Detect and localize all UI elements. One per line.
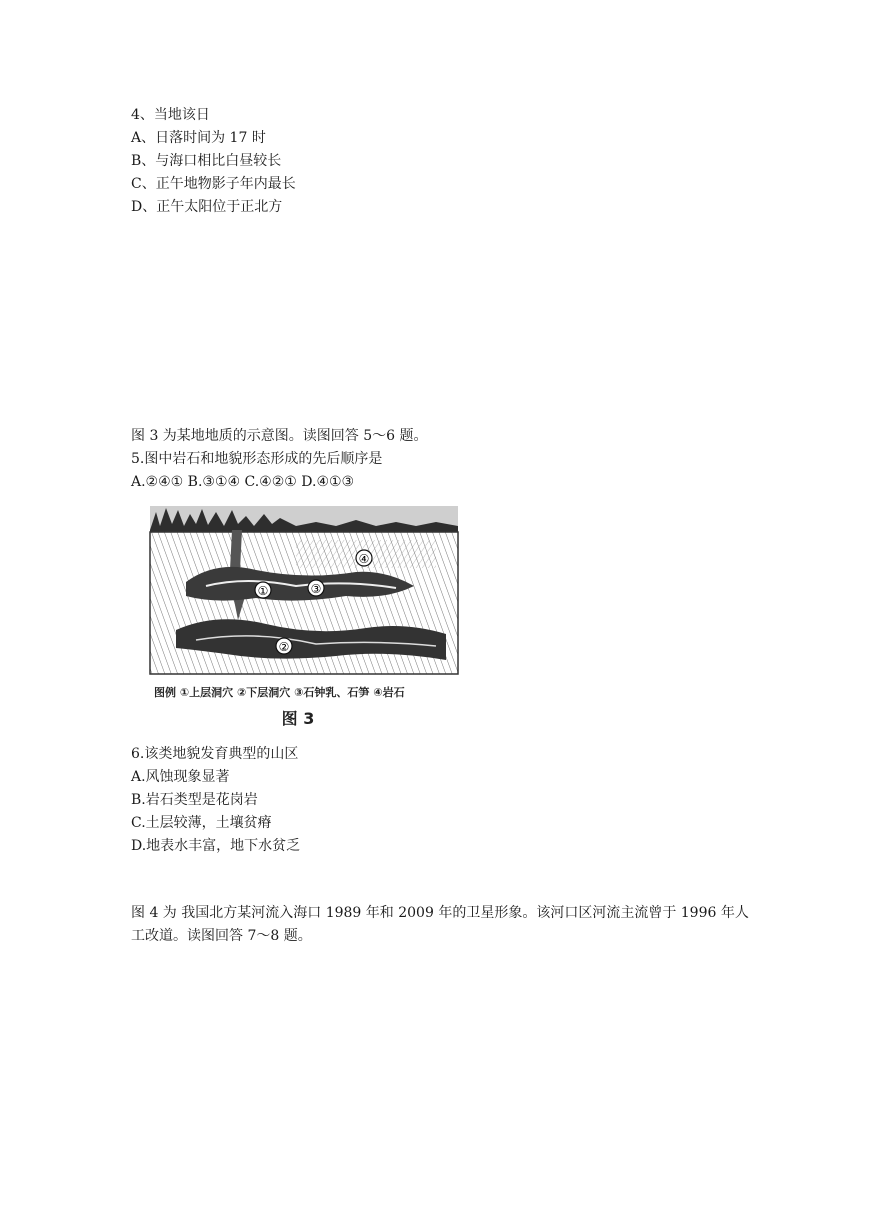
figure-3-legend: 图例 ①上层洞穴 ②下层洞穴 ③石钟乳、石笋 ④岩石 <box>154 686 405 699</box>
question-4-option-a: A、日落时间为 17 时 <box>131 130 266 146</box>
figure-3-intro: 图 3 为某地地质的示意图。读图回答 5～6 题。 <box>131 428 428 444</box>
question-4-option-d: D、正午太阳位于正北方 <box>131 199 283 215</box>
svg-text:③: ③ <box>310 582 322 596</box>
figure-3-caption: 图 3 <box>281 709 315 728</box>
svg-text:②: ② <box>278 640 290 654</box>
question-6-stem: 6.该类地貌发育典型的山区 <box>131 746 299 762</box>
question-4-stem: 4、当地该日 <box>131 107 210 123</box>
figure-3-geology-diagram <box>146 500 462 734</box>
question-5-stem: 5.图中岩石和地貌形态形成的先后顺序是 <box>131 451 383 467</box>
question-5-options: A.②④① B.③①④ C.④②① D.④①③ <box>131 474 355 490</box>
question-6-option-a: A.风蚀现象显著 <box>131 769 230 785</box>
marker-2 <box>276 638 292 654</box>
marker-1 <box>255 582 271 598</box>
question-6-option-d: D.地表水丰富，地下水贫乏 <box>131 838 301 854</box>
question-4-option-c: C、正午地物影子年内最长 <box>131 176 296 192</box>
svg-text:①: ① <box>257 584 269 598</box>
question-6-option-c: C.土层较薄，土壤贫瘠 <box>131 815 272 831</box>
marker-3 <box>308 580 324 596</box>
marker-4 <box>356 550 372 566</box>
question-4-option-b: B、与海口相比白昼较长 <box>131 153 282 169</box>
svg-text:④: ④ <box>358 552 370 566</box>
surface-vegetation <box>150 506 458 532</box>
figure-4-intro: 图 4 为 我国北方某河流入海口 1989 年和 2009 年的卫星形象。该河口区河流主流曾于 1996 年人工改道。读图回答 7～8 题。 <box>131 905 749 944</box>
question-6-option-b: B.岩石类型是花岗岩 <box>131 792 258 808</box>
